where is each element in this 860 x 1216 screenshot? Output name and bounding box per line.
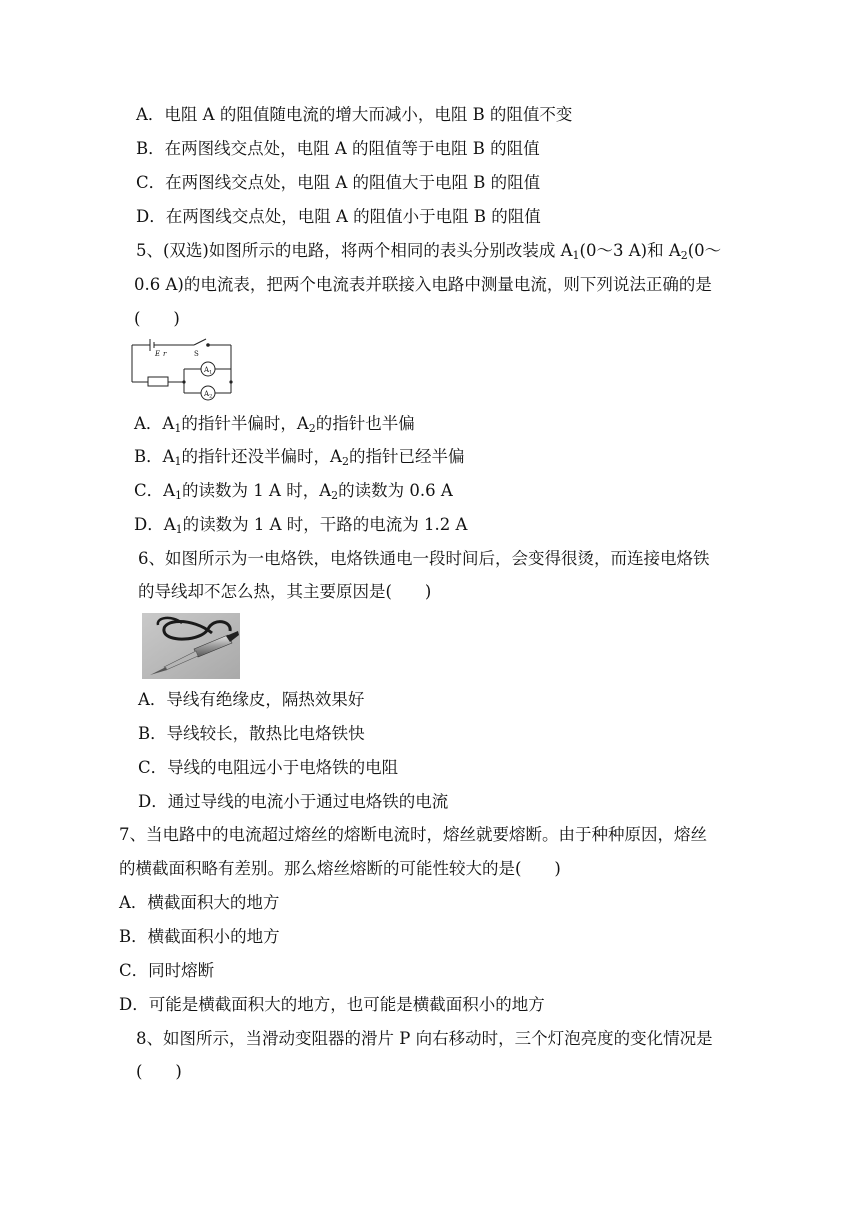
q5-option-a: A．$A_1$的指针半偏时，$A_2$的指针也半偏 <box>134 414 415 435</box>
q6-option-c: C．导线的电阻远小于电烙铁的电阻 <box>138 758 399 777</box>
q6-soldering-iron-photo <box>142 613 240 679</box>
label-r: r <box>163 350 167 358</box>
q7-option-d: D．可能是横截面积大的地方，也可能是横截面积小的地方 <box>119 995 545 1014</box>
q6-option-d: D．通过导线的电流小于通过电烙铁的电流 <box>138 792 449 811</box>
q7-stem-line1: 7、当电路中的电流超过熔丝的熔断电流时，熔丝就要熔断。由于种种原因，熔丝 <box>119 825 707 844</box>
q6-option-b: B．导线较长，散热比电烙铁快 <box>138 724 365 743</box>
q6-stem-line2: 的导线却不怎么热，其主要原因是( ) <box>138 582 432 601</box>
q6-option-a: A．导线有绝缘皮，隔热效果好 <box>138 690 365 709</box>
q5-stem-line3: ( ) <box>134 309 180 328</box>
q5-stem-line2: 0.6 A)的电流表，把两个电流表并联接入电路中测量电流，则下列说法正确的是 <box>134 275 712 294</box>
label-s: S <box>194 350 199 358</box>
q5-option-d: D．$A_1$的读数为 1 A 时，干路的电流为 1.2 A <box>134 515 468 536</box>
q7-option-c: C．同时熔断 <box>119 961 215 980</box>
switch-blade <box>194 339 206 345</box>
q8-stem-line1: 8、如图所示，当滑动变阻器的滑片 P 向右移动时，三个灯泡亮度的变化情况是 <box>136 1029 713 1048</box>
q7-option-a: A．横截面积大的地方 <box>119 893 280 912</box>
q4-option-b: B．在两图线交点处，电阻 A 的阻值等于电阻 B 的阻值 <box>136 139 540 158</box>
q5-option-b: B．$A_1$的指针还没半偏时，$A_2$的指针已经半偏 <box>134 447 465 468</box>
q4-option-a: A．电阻 A 的阻值随电流的增大而减小，电阻 B 的阻值不变 <box>136 105 573 124</box>
label-a1: $A_1$ <box>204 366 213 376</box>
q4-option-c: C．在两图线交点处，电阻 A 的阻值大于电阻 B 的阻值 <box>136 173 541 192</box>
q7-stem-line2: 的横截面积略有差别。那么熔丝熔断的可能性较大的是( ) <box>119 859 561 878</box>
label-a2: $A_2$ <box>204 390 213 400</box>
resistor <box>148 377 168 386</box>
q7-option-b: B．横截面积小的地方 <box>119 927 280 946</box>
q6-stem-line1: 6、如图所示为一电烙铁，电烙铁通电一段时间后，会变得很烫，而连接电烙铁 <box>138 549 710 568</box>
label-e: E <box>155 350 161 358</box>
q5-stem-line1: 5、(双选)如图所示的电路，将两个相同的表头分别改装成 $A_1(0\sim 3$ A)和 $A_2(0\sim$ <box>136 241 722 262</box>
q4-option-d: D．在两图线交点处，电阻 A 的阻值小于电阻 B 的阻值 <box>136 207 541 226</box>
q5-circuit-diagram <box>128 336 238 404</box>
q8-stem-line2: ( ) <box>136 1062 182 1081</box>
q5-option-c: C．$A_1$的读数为 1 A 时，$A_2$的读数为 0.6 A <box>134 481 453 502</box>
